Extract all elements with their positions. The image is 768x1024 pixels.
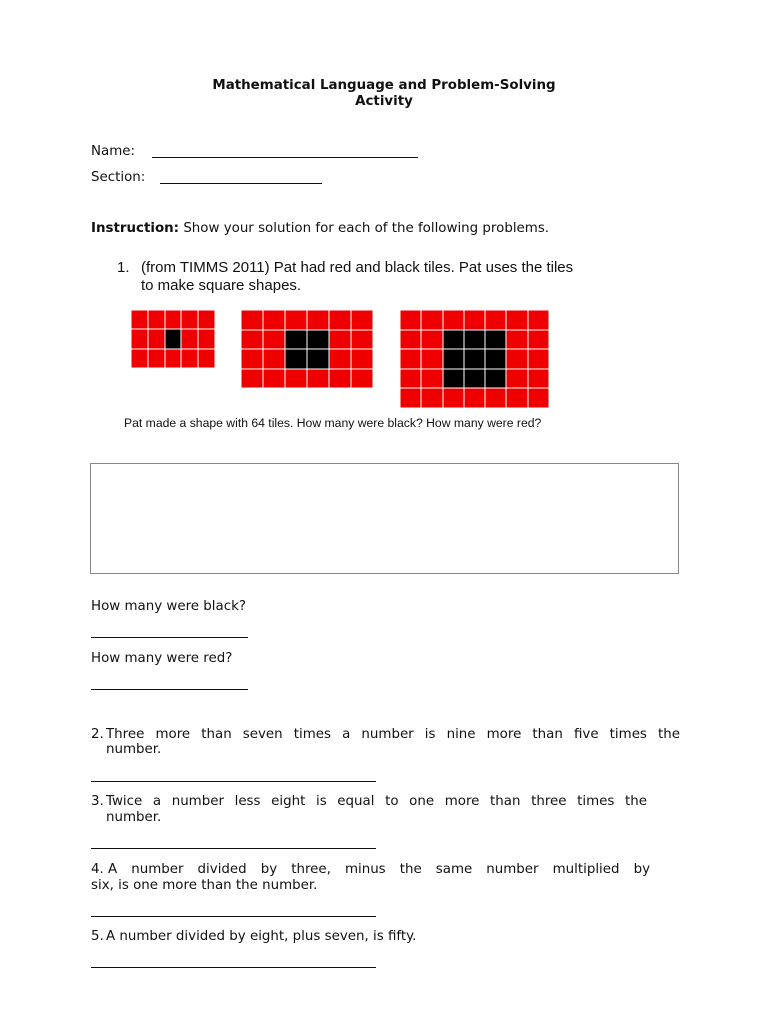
black-tile [485,330,506,350]
red-tile [443,388,464,408]
red-tile [165,349,182,368]
problem-1-line1: (from TIMMS 2011) Pat had red and black tiles. Pat uses the tiles [141,259,574,276]
red-tile [506,330,527,350]
red-tile [131,310,148,329]
red-tile [351,310,373,330]
black-tile [464,369,485,389]
problem-1-caption: Pat made a shape with 64 tiles. How many were black? How many were red? [124,416,542,430]
instruction [91,221,549,237]
red-tile [263,310,285,330]
red-tile [148,349,165,368]
red-tile [506,349,527,369]
red-tile [198,310,215,329]
document-title-line2: Activity [355,94,413,109]
red-tile [241,310,263,330]
red-tile [506,388,527,408]
tile-shape-3 [400,310,549,408]
red-tile [148,329,165,348]
tile-shape-2 [241,310,373,388]
red-tile [528,369,549,389]
instruction-label: Instruction: [91,221,180,236]
red-tile [485,388,506,408]
red-tile [506,310,527,330]
problem-2-line1: Three more than seven times a number is nine more than five times the [106,727,680,742]
problem-4-number: 4. [91,862,104,877]
question-red: How many were red? [91,651,233,666]
red-tile [181,329,198,348]
red-tile [307,310,329,330]
red-tile [421,349,442,369]
red-tile [351,369,373,389]
question-black: How many were black? [91,599,246,614]
section-label: Section: [91,170,146,185]
red-tile [148,310,165,329]
instruction-text: Show your solution for each of the following problems. [183,221,550,236]
red-tile [241,349,263,369]
red-tile [351,349,373,369]
red-tile [181,310,198,329]
red-tile [329,369,351,389]
problem-4-answer-field[interactable] [91,916,376,917]
red-tile [421,388,442,408]
black-tile [485,369,506,389]
red-tile [464,310,485,330]
name-label: Name: [91,144,136,159]
red-tile [329,310,351,330]
black-tile [165,329,182,348]
problem-4-line1: A number divided by three, minus the same number multiplied by [108,862,650,877]
red-tile [421,330,442,350]
red-tile [131,349,148,368]
red-tile [528,330,549,350]
red-tile [285,369,307,389]
red-tile [263,330,285,350]
red-tile [307,369,329,389]
problem-3-line1: Twice a number less eight is equal to one more than three times the [106,794,647,809]
problem-1-number: 1. [117,259,130,276]
problem-4-line2: six, is one more than the number. [91,878,318,893]
red-tile [506,369,527,389]
red-tile [400,349,421,369]
red-tile [421,369,442,389]
name-field[interactable] [152,157,418,158]
problem-3-number: 3. [91,794,104,809]
problem-5-answer-field[interactable] [91,967,376,968]
red-tile [443,310,464,330]
red-tile [329,349,351,369]
red-tile [263,369,285,389]
red-tile [485,310,506,330]
black-tile [485,349,506,369]
red-tile [165,310,182,329]
black-tile [464,349,485,369]
problem-2-number: 2. [91,727,104,742]
red-tile [400,310,421,330]
red-tile [198,329,215,348]
red-tile [528,388,549,408]
black-tile [464,330,485,350]
red-tile [241,369,263,389]
red-tile [131,329,148,348]
black-tile [307,349,329,369]
document-title: Mathematical Language and Problem-Solving [212,78,556,93]
red-tile [181,349,198,368]
problem-5-number: 5. [91,929,104,944]
red-tile [198,349,215,368]
red-tile [400,330,421,350]
problem-3-line2: number. [106,810,162,825]
red-tile [400,388,421,408]
answer-black-field[interactable] [91,637,248,638]
red-tile [464,388,485,408]
section-field[interactable] [160,183,322,184]
black-tile [443,349,464,369]
red-tile [351,330,373,350]
problem-5-line1: A number divided by eight, plus seven, is fifty. [106,929,417,944]
solution-box[interactable] [90,463,679,574]
problem-1-line2: to make square shapes. [141,277,302,294]
red-tile [421,310,442,330]
answer-red-field[interactable] [91,689,248,690]
black-tile [443,369,464,389]
red-tile [400,369,421,389]
red-tile [528,349,549,369]
red-tile [285,310,307,330]
tile-shape-1 [131,310,215,368]
black-tile [307,330,329,350]
problem-3-answer-field[interactable] [91,848,376,849]
red-tile [263,349,285,369]
black-tile [285,349,307,369]
red-tile [528,310,549,330]
black-tile [443,330,464,350]
red-tile [241,330,263,350]
red-tile [329,330,351,350]
black-tile [285,330,307,350]
problem-2-line2: number. [106,742,162,757]
problem-2-answer-field[interactable] [91,781,376,782]
